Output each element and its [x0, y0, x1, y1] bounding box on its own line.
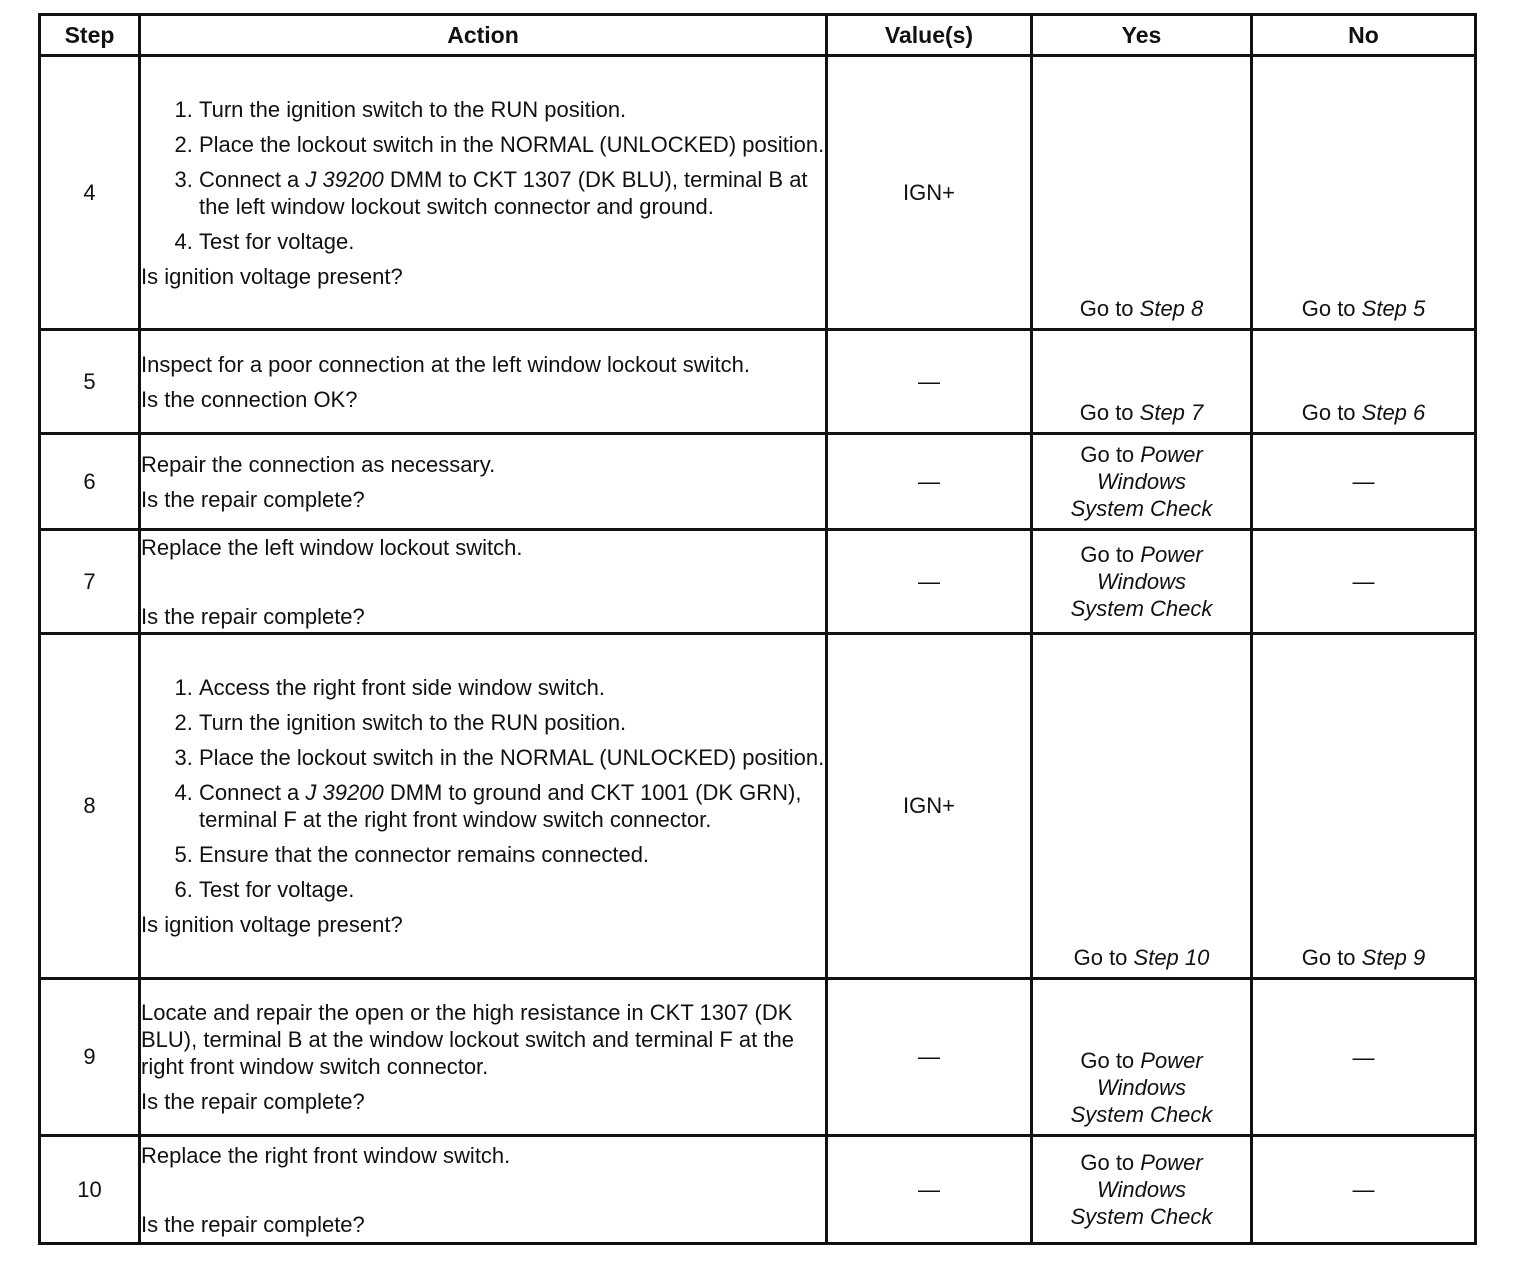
action-text: Replace the right front window switch. — [141, 1142, 511, 1168]
value-cell: — — [827, 1136, 1032, 1244]
action-cell — [140, 56, 827, 330]
value-cell: IGN+ — [827, 634, 1032, 979]
action-question: Is the repair complete? — [141, 1211, 365, 1237]
yes-cell: Go to Step 7 — [1032, 330, 1252, 434]
action-step: 4. Test for voltage. — [199, 228, 825, 255]
action-text: Inspect for a poor connection at the left window lockout switch. — [141, 351, 750, 377]
action-step: 5. Ensure that the connector remains connected. — [199, 841, 825, 868]
action-step: 1. Turn the ignition switch to the RUN position. — [199, 96, 825, 123]
no-cell: Go to Step 6 — [1252, 330, 1476, 434]
table-row — [40, 434, 1476, 530]
header-values: Value(s) — [827, 15, 1032, 56]
action-cell — [140, 330, 827, 434]
table-row — [40, 56, 1476, 330]
action-steps — [141, 96, 825, 255]
action-cell — [140, 979, 827, 1136]
no-cell: — — [1252, 530, 1476, 634]
no-cell: Go to Step 9 — [1252, 634, 1476, 979]
header-row — [40, 15, 1476, 56]
yes-cell: Go to Step 10 — [1032, 634, 1252, 979]
no-cell: — — [1252, 434, 1476, 530]
value-cell: — — [827, 979, 1032, 1136]
table-row — [40, 530, 1476, 634]
value-cell: — — [827, 330, 1032, 434]
yes-cell: Go to Power Windows System Check — [1032, 530, 1252, 634]
action-step: 2. Turn the ignition switch to the RUN position. — [199, 709, 825, 736]
step-number: 4 — [40, 56, 140, 330]
action-step: 3. Connect a J 39200 DMM to CKT 1307 (DK BLU), terminal B at the left window lockout switch connector and ground. — [199, 166, 825, 220]
action-steps — [141, 674, 825, 903]
action-step: 2. Place the lockout switch in the NORMAL (UNLOCKED) position. — [199, 131, 825, 158]
step-number: 6 — [40, 434, 140, 530]
no-cell: — — [1252, 979, 1476, 1136]
value-cell: — — [827, 434, 1032, 530]
action-question: Is the repair complete? — [141, 603, 365, 629]
header-action: Action — [140, 15, 827, 56]
header-no: No — [1252, 15, 1476, 56]
action-step: 6. Test for voltage. — [199, 876, 825, 903]
action-text: Locate and repair the open or the high resistance in CKT 1307 (DK BLU), terminal B at the window lockout switch and terminal F at the right front window switch connector. — [141, 1000, 794, 1079]
table-row — [40, 634, 1476, 979]
step-number: 10 — [40, 1136, 140, 1244]
table-row — [40, 1136, 1476, 1244]
yes-cell: Go to Power Windows System Check — [1032, 434, 1252, 530]
yes-cell: Go to Step 8 — [1032, 56, 1252, 330]
table-row — [40, 330, 1476, 434]
no-cell: Go to Step 5 — [1252, 56, 1476, 330]
no-cell: — — [1252, 1136, 1476, 1244]
action-cell — [140, 530, 827, 634]
action-step: 3. Place the lockout switch in the NORMAL (UNLOCKED) position. — [199, 744, 825, 771]
action-cell — [140, 1136, 827, 1244]
action-question: Is the connection OK? — [141, 386, 358, 412]
step-number: 7 — [40, 530, 140, 634]
action-question: Is ignition voltage present? — [141, 912, 403, 937]
action-question: Is the repair complete? — [141, 486, 365, 512]
value-cell: IGN+ — [827, 56, 1032, 330]
yes-cell: Go to Power Windows System Check — [1032, 979, 1252, 1136]
table-row — [40, 979, 1476, 1136]
action-cell — [140, 634, 827, 979]
step-number: 5 — [40, 330, 140, 434]
action-cell — [140, 434, 827, 530]
header-yes: Yes — [1032, 15, 1252, 56]
value-cell: — — [827, 530, 1032, 634]
header-step: Step — [40, 15, 140, 56]
diagnostic-table — [38, 13, 1477, 1245]
action-step: 4. Connect a J 39200 DMM to ground and CKT 1001 (DK GRN), terminal F at the right front window switch connector. — [199, 779, 825, 833]
step-number: 9 — [40, 979, 140, 1136]
yes-cell: Go to Power Windows System Check — [1032, 1136, 1252, 1244]
action-question: Is ignition voltage present? — [141, 263, 403, 289]
action-text: Replace the left window lockout switch. — [141, 534, 523, 560]
action-step: 1. Access the right front side window switch. — [199, 674, 825, 701]
action-text: Repair the connection as necessary. — [141, 451, 496, 477]
action-question: Is the repair complete? — [141, 1089, 365, 1114]
step-number: 8 — [40, 634, 140, 979]
